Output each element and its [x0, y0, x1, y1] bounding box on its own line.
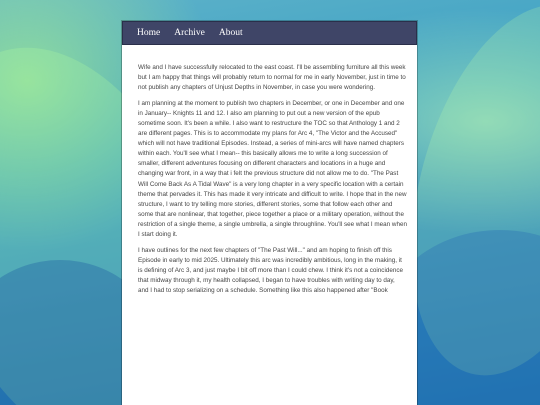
- post-paragraph: I have outlines for the next few chapters of "The Past Will..." and am hoping to finish off this Episode in early to mid 2025. Ultimately this arc was incredibly ambitious, long in the making, it is defining of Arc 3, and just maybe I bit off more than I could chew. I think it's not a coincidence that midway through it, my health collapsed, I began to have troubles with writing day to day, and I had to stop serializing on a schedule. Something like this also happened after "Book: [138, 246, 404, 294]
- blog-page: [122, 21, 417, 405]
- nav-link-about[interactable]: About: [218, 28, 243, 38]
- nav-link-archive[interactable]: Archive: [174, 28, 205, 38]
- post-paragraph: Wife and I have successfully relocated to the east coast. I'll be assembling furniture all this week but I am happy that things will probably return to normal for me in early November, just in time to not publish any chapters of Unjust Depths in November, in case you were wondering.: [138, 64, 406, 92]
- post-content: [122, 45, 417, 296]
- top-navigation: [122, 21, 417, 45]
- nav-link-home[interactable]: Home: [137, 28, 161, 38]
- post-paragraph: I am planning at the moment to publish two chapters in December, or one in December and one in January-- Knights 11 and 12. I also am planning to put out a new version of the epub sometime soon. It's been a while. I also want to restructure the TOC so that Anthology 1 and 2 are different pages. This is to accommodate my plans for Arc 4, "The Victor and the Accused" which will not have traditional Episodes. Instead, a series of mini-arcs will have named chapters within each. You'll see what I mean-- this basically allows me to write a long succession of smaller, different adventures focusing on different characters and locations in a huge and changing war front, in a way that i felt the previous structure did not allow me to do. "The Past Will Come Back As A Tidal Wave" is a very long chapter in a very specific location with a certain theme that pervades it. This has made it very intricate and difficult to write. I hope that in the new structure, I want to try telling more stories, different stories, some that follow each other and some that are nonlinear, that together, piece together a place or a military operation, without the restriction of a single theme, a single umbrella, a single throughline. You'll see what I mean when I start doing it.: [138, 100, 407, 238]
